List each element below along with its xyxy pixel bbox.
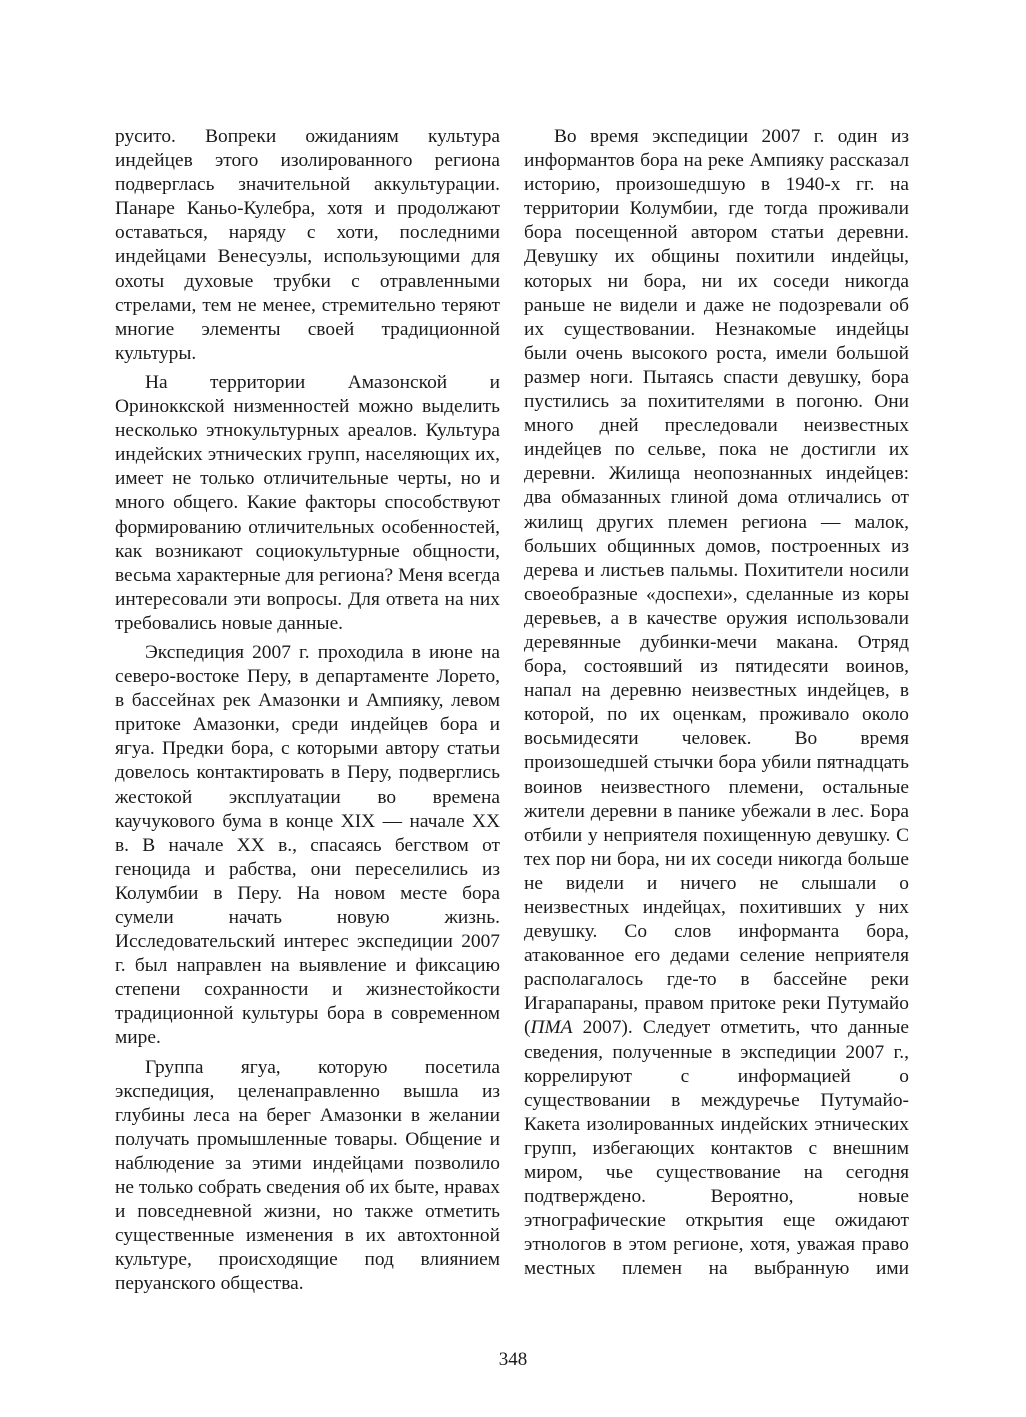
page-number: 348 xyxy=(498,1349,528,1370)
bora-story-text-start: Во время экспедиции 2007 г. один из информантов бора на реке Ампияку рассказал историю, произошедшую в 1940-х гг. на территории Колумбии, где тогда проживали бора посещенной автором статьи деревни. Девушку их общины похитили индейцы, которых ни бора, ни их соседи никогда раньше не видели и даже не подозревали об их существовании. Незнакомые индейцы были очень высокого роста, имели большой размер ноги. Пытаясь спасти девушку, бора пустились за похитителями в погоню. Они много дней преследовали неизвестных индейцев по сельве, пока не достигли их деревни. Жилища неопознанных индейцев: два обмазанных глиной дома отличались от жилищ других племен региона — малок, больших общинных домов, построенных из дерева и листьев пальмы. Похитители носили своеобразные «доспехи», сделанные из коры деревьев, а в качестве оружия использовали деревянные дубинки-мечи макана. Отряд бора, состоявший из пятидесяти воинов, напал на деревню неизвестных индейцев, в которой, по их оценкам, проживало около восьмидесяти человек. Во время произошедшей стычки бора убили пятнадцать воинов неизвестного племени, остальные жители деревни в панике убежали в лес. Бора отбили у неприятеля похищенную девушку. С тех пор ни бора, ни их соседи никогда больше не видели и ничего не слышали о неизвестных индейцах, похитивших у них девушку. Со слов информанта бора, атакованное его дедами селение неприятеля располагалось где-то в бассейне реки Игарапараны, правом притоке реки Путумайо ( xyxy=(524,126,909,1039)
paragraph-bora-story xyxy=(524,125,909,1282)
paragraph-expedition-2007: Экспедиция 2007 г. проходила в июне на северо-востоке Перу, в департаменте Лорето, в бассейнах рек Амазонки и Ампияку, левом притоке Амазонки, среди индейцев бора и ягуа. Предки бора, с которыми автору статьи довелось контактировать в Перу, подверглись жестокой эксплуатации во времена каучукового бума в конце XIX — начале XX в. В начале XX в., спасаясь бегством от геноцида и рабства, они переселились из Колумбии в Перу. На новом месте бора сумели начать новую жизнь. Исследовательский интерес экспедиции 2007 г. был направлен на выявление и фиксацию степени сохранности и жизнестойкости традиционной культуры бора в современном мире. xyxy=(115,641,500,1049)
citation-source-abbrev: ПМА xyxy=(530,1017,573,1039)
left-text-column xyxy=(115,125,500,1302)
right-text-column xyxy=(524,125,909,1287)
bora-story-text-end: 2007). Следует отметить, что данные сведения, полученные в экспедиции 2007 г., коррелируют с информацией о существовании в междуречье Путумайо-Какета изолированных индейских этнических групп, избегающих контактов с внешним миром, чье существование на сегодня подтверждено. Вероятно, новые этнографические открытия еще ожидают этнологов в этом регионе, хотя, уважая право местных племен на выбранную ими xyxy=(524,1017,909,1280)
paragraph-yagua-group: Группа ягуа, которую посетила экспедиция, целенаправленно вышла из глубины леса на берег Амазонки в желании получать промышленные товары. Общение и наблюдение за этими индейцами позволило не только собрать сведения об их быте, нравах и повседневной жизни, но также отметить существенные изменения в их автохтонной культуре, происходящие под влиянием перуанского общества. xyxy=(115,1056,500,1295)
paragraph-ethnocultural-areas: На территории Амазонской и Ориноккской низменностей можно выделить несколько этнокультурных ареалов. Культура индейских этнических групп, населяющих их, имеет не только отличительные черты, но и много общего. Какие факторы способствуют формированию отличительных особенностей, как возникают социокультурные общности, весьма характерные для региона? Меня всегда интересовали эти вопросы. Для ответа на них требовались новые данные. xyxy=(115,371,500,634)
paragraph-continuation: русито. Вопреки ожиданиям культура индейцев этого изолированного региона подверглась значительной аккультурации. Панаре Каньо-Кулебра, хотя и продолжают оставаться, наряду с хоти, последними индейцами Венесуэлы, использующими для охоты духовые трубки с отравленными стрелами, тем не менее, стремительно теряют многие элементы своей традиционной культуры. xyxy=(115,126,500,364)
